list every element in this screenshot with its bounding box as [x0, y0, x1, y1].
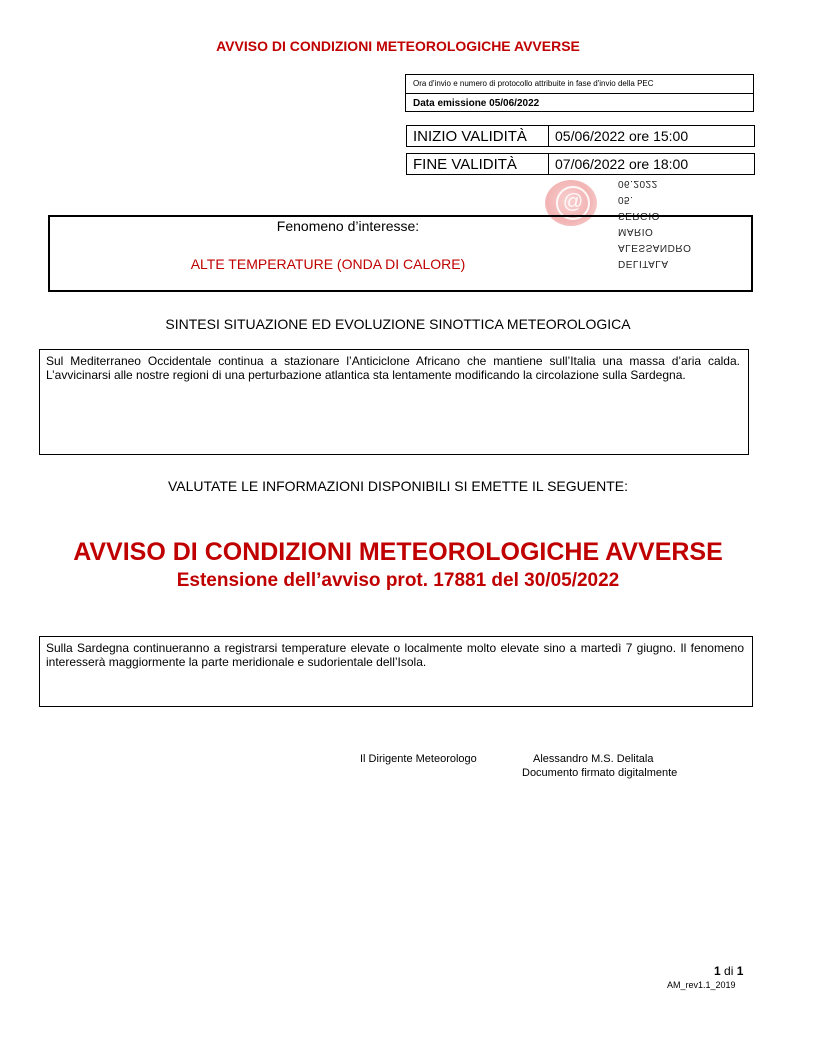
warning-text: Sulla Sardegna continueranno a registrarsi temperature elevate o localmente molto elevate sino a martedì 7 giugno. Il fenomeno interesserà maggiormente la parte meridionale e sudorientale dell’Isola. [39, 636, 753, 707]
validity-end-value: 07/06/2022 ore 18:00 [549, 154, 755, 175]
validity-start-label: INIZIO VALIDITÀ [407, 126, 549, 147]
stamp-line: MARIO [618, 226, 654, 237]
stamp-line: ALESSANDRO [618, 242, 692, 253]
validity-table [406, 125, 755, 175]
stamp-line: DELITALA [618, 258, 669, 269]
emission-date: Data emissione 05/06/2022 [413, 98, 540, 109]
page-number [714, 964, 743, 978]
warning-subtitle: Estensione dell’avviso prot. 17881 del 30/05/2022 [176, 570, 620, 591]
synopsis-text: Sul Mediterraneo Occidentale continua a stazionare l’Anticiclone Africano che mantiene sull’Italia una massa d’aria calda. L’avvicinarsi alle nostre regioni di una perturbazione atlantica sta lentamente modificando la circolazione sulla Sardegna. [39, 349, 749, 455]
phenomenon-value: ALTE TEMPERATURE (ONDA DI CALORE) [190, 256, 466, 272]
page-total: 1 [736, 964, 744, 978]
header-title: AVVISO DI CONDIZIONI METEOROLOGICHE AVVERSE [216, 38, 580, 54]
stamp-line: 05. [618, 194, 634, 205]
signature-note: Documento firmato digitalmente [522, 767, 678, 779]
at-icon: @ [556, 186, 590, 220]
revision-code: AM_rev1.1_2019 [667, 980, 736, 990]
stamp-line: 06.2022 [618, 178, 658, 189]
pec-note: Ora d'invio e numero di protocollo attribuite in fase d'invio della PEC [406, 75, 753, 94]
pec-box [405, 74, 754, 112]
signer-role: Il Dirigente Meteorologo [360, 753, 477, 765]
synopsis-title: SINTESI SITUAZIONE ED EVOLUZIONE SINOTTICA METEOROLOGICA [165, 316, 631, 332]
warning-title: AVVISO DI CONDIZIONI METEOROLOGICHE AVVERSE [73, 538, 723, 566]
phenomenon-label: Fenomeno d’interesse: [276, 218, 420, 234]
signer-name: Alessandro M.S. Delitala [533, 753, 654, 765]
stamp-line: SERGIO [618, 210, 660, 221]
page-separator: di [724, 964, 734, 978]
page-current: 1 [714, 964, 721, 978]
validity-start-value: 05/06/2022 ore 15:00 [549, 126, 755, 147]
evaluation-title: VALUTATE LE INFORMAZIONI DISPONIBILI SI EMETTE IL SEGUENTE: [167, 478, 628, 494]
validity-end-label: FINE VALIDITÀ [407, 154, 549, 175]
